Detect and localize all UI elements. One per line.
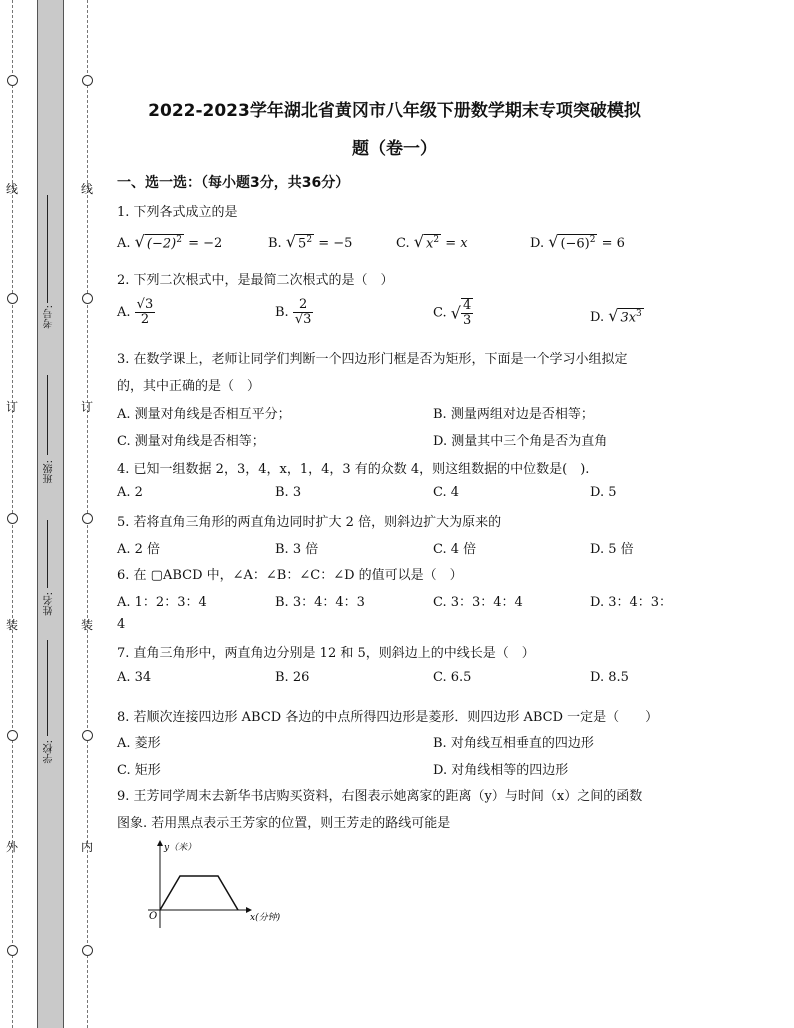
binding-hole-icon (7, 293, 18, 304)
class-field[interactable] (33, 375, 63, 500)
graph-y-label: y（米） (164, 843, 197, 853)
q2-option-d[interactable]: D. √ $3x^3$ (590, 306, 642, 325)
inner-mark: 线 (81, 182, 94, 196)
q4-option-d[interactable]: D. 5 (590, 485, 617, 500)
q4-option-b[interactable]: B. 3 (275, 485, 302, 500)
question-1-stem: 1. 下列各式成立的是 (117, 205, 238, 220)
q8-option-d[interactable]: D. 对角线相等的四边形 (433, 763, 569, 778)
binding-hole-icon (82, 293, 93, 304)
exam-number-label: 考号: (44, 305, 55, 329)
q8-option-c[interactable]: C. 矩形 (117, 763, 161, 778)
q1-option-b[interactable]: B. √ $5^2 = -5$ (268, 232, 353, 251)
q6-option-a[interactable]: A. 1：2：3：4 (117, 595, 207, 610)
graph-y-arrow (157, 840, 163, 846)
section-heading: 一、选一选：（每小题3分，共36分） (117, 175, 350, 191)
inner-mark: 内 (81, 840, 94, 854)
q6-option-c[interactable]: C. 3：3：4：4 (433, 595, 523, 610)
outer-mark: 订 (6, 400, 19, 414)
outer-mark: 外 (6, 840, 19, 854)
question-7-stem: 7. 直角三角形中，两直角边分别是 12 和 5，则斜边上的中线长是（ ） (117, 646, 535, 661)
inner-mark: 装 (81, 618, 94, 632)
q3-option-b[interactable]: B. 测量两组对边是否相等； (433, 407, 594, 422)
binding-hole-icon (82, 730, 93, 741)
binding-hole-icon (7, 513, 18, 524)
binding-band (37, 0, 64, 1028)
q6-option-b[interactable]: B. 3：4：4：3 (275, 595, 365, 610)
binding-hole-icon (7, 75, 18, 86)
graph-svg (140, 838, 300, 933)
question-6-stem: 6. 在 ▢ABCD 中，∠A：∠B：∠C：∠D 的值可以是（ ） (117, 568, 463, 583)
graph-origin-label: O (149, 911, 158, 922)
binding-margin (0, 0, 100, 1028)
question-9-stem-cont: 图象. 若用黑点表示王芳家的位置，则王芳走的路线可能是 (117, 816, 451, 831)
q4-option-c[interactable]: C. 4 (433, 485, 460, 500)
q5-option-a[interactable]: A. 2 倍 (117, 542, 161, 557)
q1-option-a[interactable]: A. √ $(-2)^2 = -2$ (117, 232, 223, 251)
q3-option-d[interactable]: D. 测量其中三个角是否为直角 (433, 434, 608, 449)
class-label: 班级: (44, 460, 55, 484)
question-4-stem: 4. 已知一组数据 2，3，4，x，1，4，3 有的众数 4，则这组数据的中位数是( ). (117, 462, 590, 477)
q7-option-b[interactable]: B. 26 (275, 670, 310, 685)
q5-option-d[interactable]: D. 5 倍 (590, 542, 634, 557)
q7-option-a[interactable]: A. 34 (117, 670, 152, 685)
binding-hole-icon (7, 730, 18, 741)
outer-mark: 装 (6, 618, 19, 632)
name-label: 姓名: (44, 592, 55, 616)
q2-option-a[interactable]: A. $\frac{√3}{2}$ (117, 297, 154, 327)
graph-x-label: x(分钟) (250, 913, 281, 923)
question-3-stem: 3. 在数学课上，老师让同学们判断一个四边形门框是否为矩形，下面是一个学习小组拟定 (117, 352, 628, 367)
inner-mark: 订 (81, 400, 94, 414)
q2-option-b[interactable]: B. $\frac{2}{√3}$ (275, 297, 312, 327)
q1-option-c[interactable]: C. √ $x^2 = x$ (396, 232, 468, 251)
q2-option-c[interactable]: C. √ $\frac{4}{3}$ (433, 298, 472, 328)
exam-number-field[interactable] (33, 195, 63, 340)
q6-option-d[interactable]: D. 3：4：3： (590, 595, 673, 610)
question-2-stem: 2. 下列二次根式中，是最简二次根式的是（ ） (117, 273, 394, 288)
q5-option-c[interactable]: C. 4 倍 (433, 542, 477, 557)
q3-option-a[interactable]: A. 测量对角线是否相互平分； (117, 407, 291, 422)
binding-hole-icon (82, 513, 93, 524)
q1-option-d[interactable]: D. √ $(-6)^2 = 6$ (530, 232, 625, 251)
q7-option-c[interactable]: C. 6.5 (433, 670, 472, 685)
graph-path (160, 876, 238, 910)
binding-hole-icon (82, 75, 93, 86)
question-9-stem: 9. 王芳同学周末去新华书店购买资料，右图表示她离家的距离（y）与时间（x）之间的函数 (117, 789, 643, 804)
q3-option-c[interactable]: C. 测量对角线是否相等； (117, 434, 265, 449)
school-field[interactable] (33, 640, 63, 770)
page-title-cont: 题（卷一） (352, 139, 437, 159)
name-field[interactable] (33, 520, 63, 625)
question-5-stem: 5. 若将直角三角形的两直角边同时扩大 2 倍，则斜边扩大为原来的 (117, 515, 502, 530)
outer-mark: 线 (6, 182, 19, 196)
q4-option-a[interactable]: A. 2 (117, 485, 143, 500)
page-title: 2022-2023学年湖北省黄冈市八年级下册数学期末专项突破模拟 (148, 101, 641, 121)
question-8-stem: 8. 若顺次连接四边形 ABCD 各边的中点所得四边形是菱形．则四边形 ABCD 一定是（ ） (117, 710, 659, 725)
q5-option-b[interactable]: B. 3 倍 (275, 542, 319, 557)
binding-hole-icon (7, 945, 18, 956)
distance-time-graph (140, 838, 300, 933)
q6-option-d-cont: 4 (117, 617, 126, 632)
school-label: 学校: (44, 740, 55, 764)
q8-option-b[interactable]: B. 对角线互相垂直的四边形 (433, 736, 594, 751)
q7-option-d[interactable]: D. 8.5 (590, 670, 629, 685)
question-3-stem-cont: 的，其中正确的是（ ） (117, 379, 261, 394)
q8-option-a[interactable]: A. 菱形 (117, 736, 161, 751)
binding-hole-icon (82, 945, 93, 956)
